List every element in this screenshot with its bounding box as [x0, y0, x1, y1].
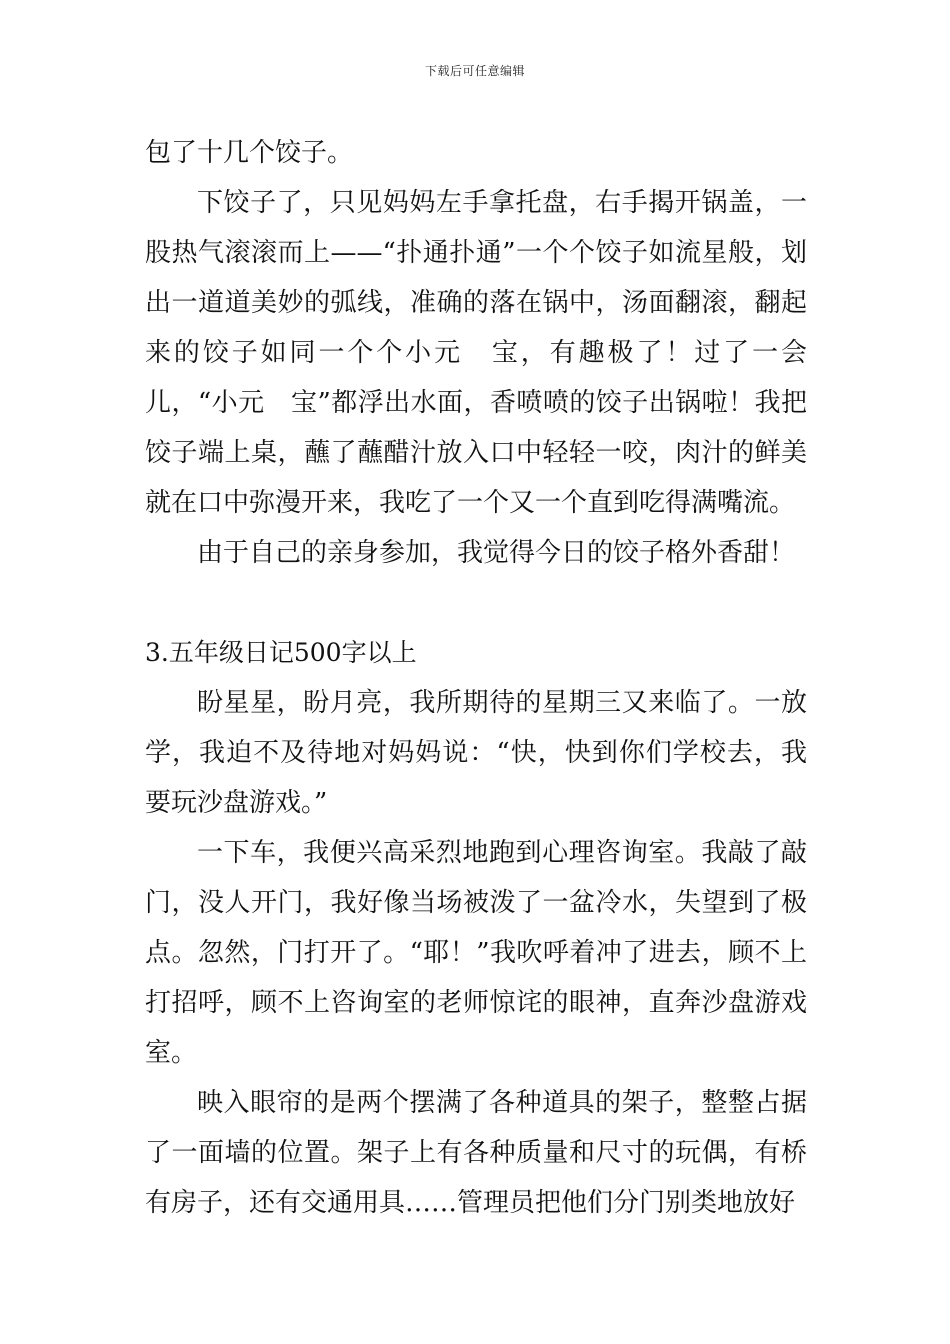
- document-body: [145, 128, 807, 1228]
- paragraph-arrival: 一下车，我便兴高采烈地跑到心理咨询室。我敲了敲门，没人开门，我好像当场被泼了一盆冷水，失望到了极点。忽然，门打开了。“耶！”我吹呼着冲了进去，顾不上打招呼，顾不上咨询室的老师惊诧的眼神，直奔沙盘游戏室。: [145, 838, 807, 1068]
- paragraph-shelves: 映入眼帘的是两个摆满了各种道具的架子，整整占据了一面墙的位置。架子上有各种质量和尺寸的玩偶，有桥有房子，还有交通用具……管理员把他们分门别类地放好: [145, 1088, 807, 1218]
- paragraph-continuation: 包了十几个饺子。: [145, 138, 354, 168]
- section-title: 3.五年级日记500字以上: [145, 638, 417, 667]
- paragraph-dumplings-cooking: 下饺子了，只见妈妈左手拿托盘，右手揭开锅盖，一股热气滚滚而上——“扑通扑通”一个个饺子如流星般，划出一道道美妙的弧线，准确的落在锅中，汤面翻滚，翻起来的饺子如同一个个小元 宝，有趣极了！过了一会儿，“小元 宝”都浮出水面，香喷喷的饺子出锅啦！我把饺子端上桌，蘸了蘸醋汁放入口中轻轻一咬，肉汁的鲜美就在口中弥漫开来，我吃了一个又一个直到吃得满嘴流。: [145, 188, 807, 518]
- paragraph-waiting: 盼星星，盼月亮，我所期待的星期三又来临了。一放学，我迫不及待地对妈妈说：“快，快到你们学校去，我要玩沙盘游戏。”: [145, 688, 807, 818]
- page-header: 下载后可任意编辑: [424, 64, 525, 78]
- paragraph-conclusion: 由于自己的亲身参加，我觉得今日的饺子格外香甜！: [197, 538, 796, 568]
